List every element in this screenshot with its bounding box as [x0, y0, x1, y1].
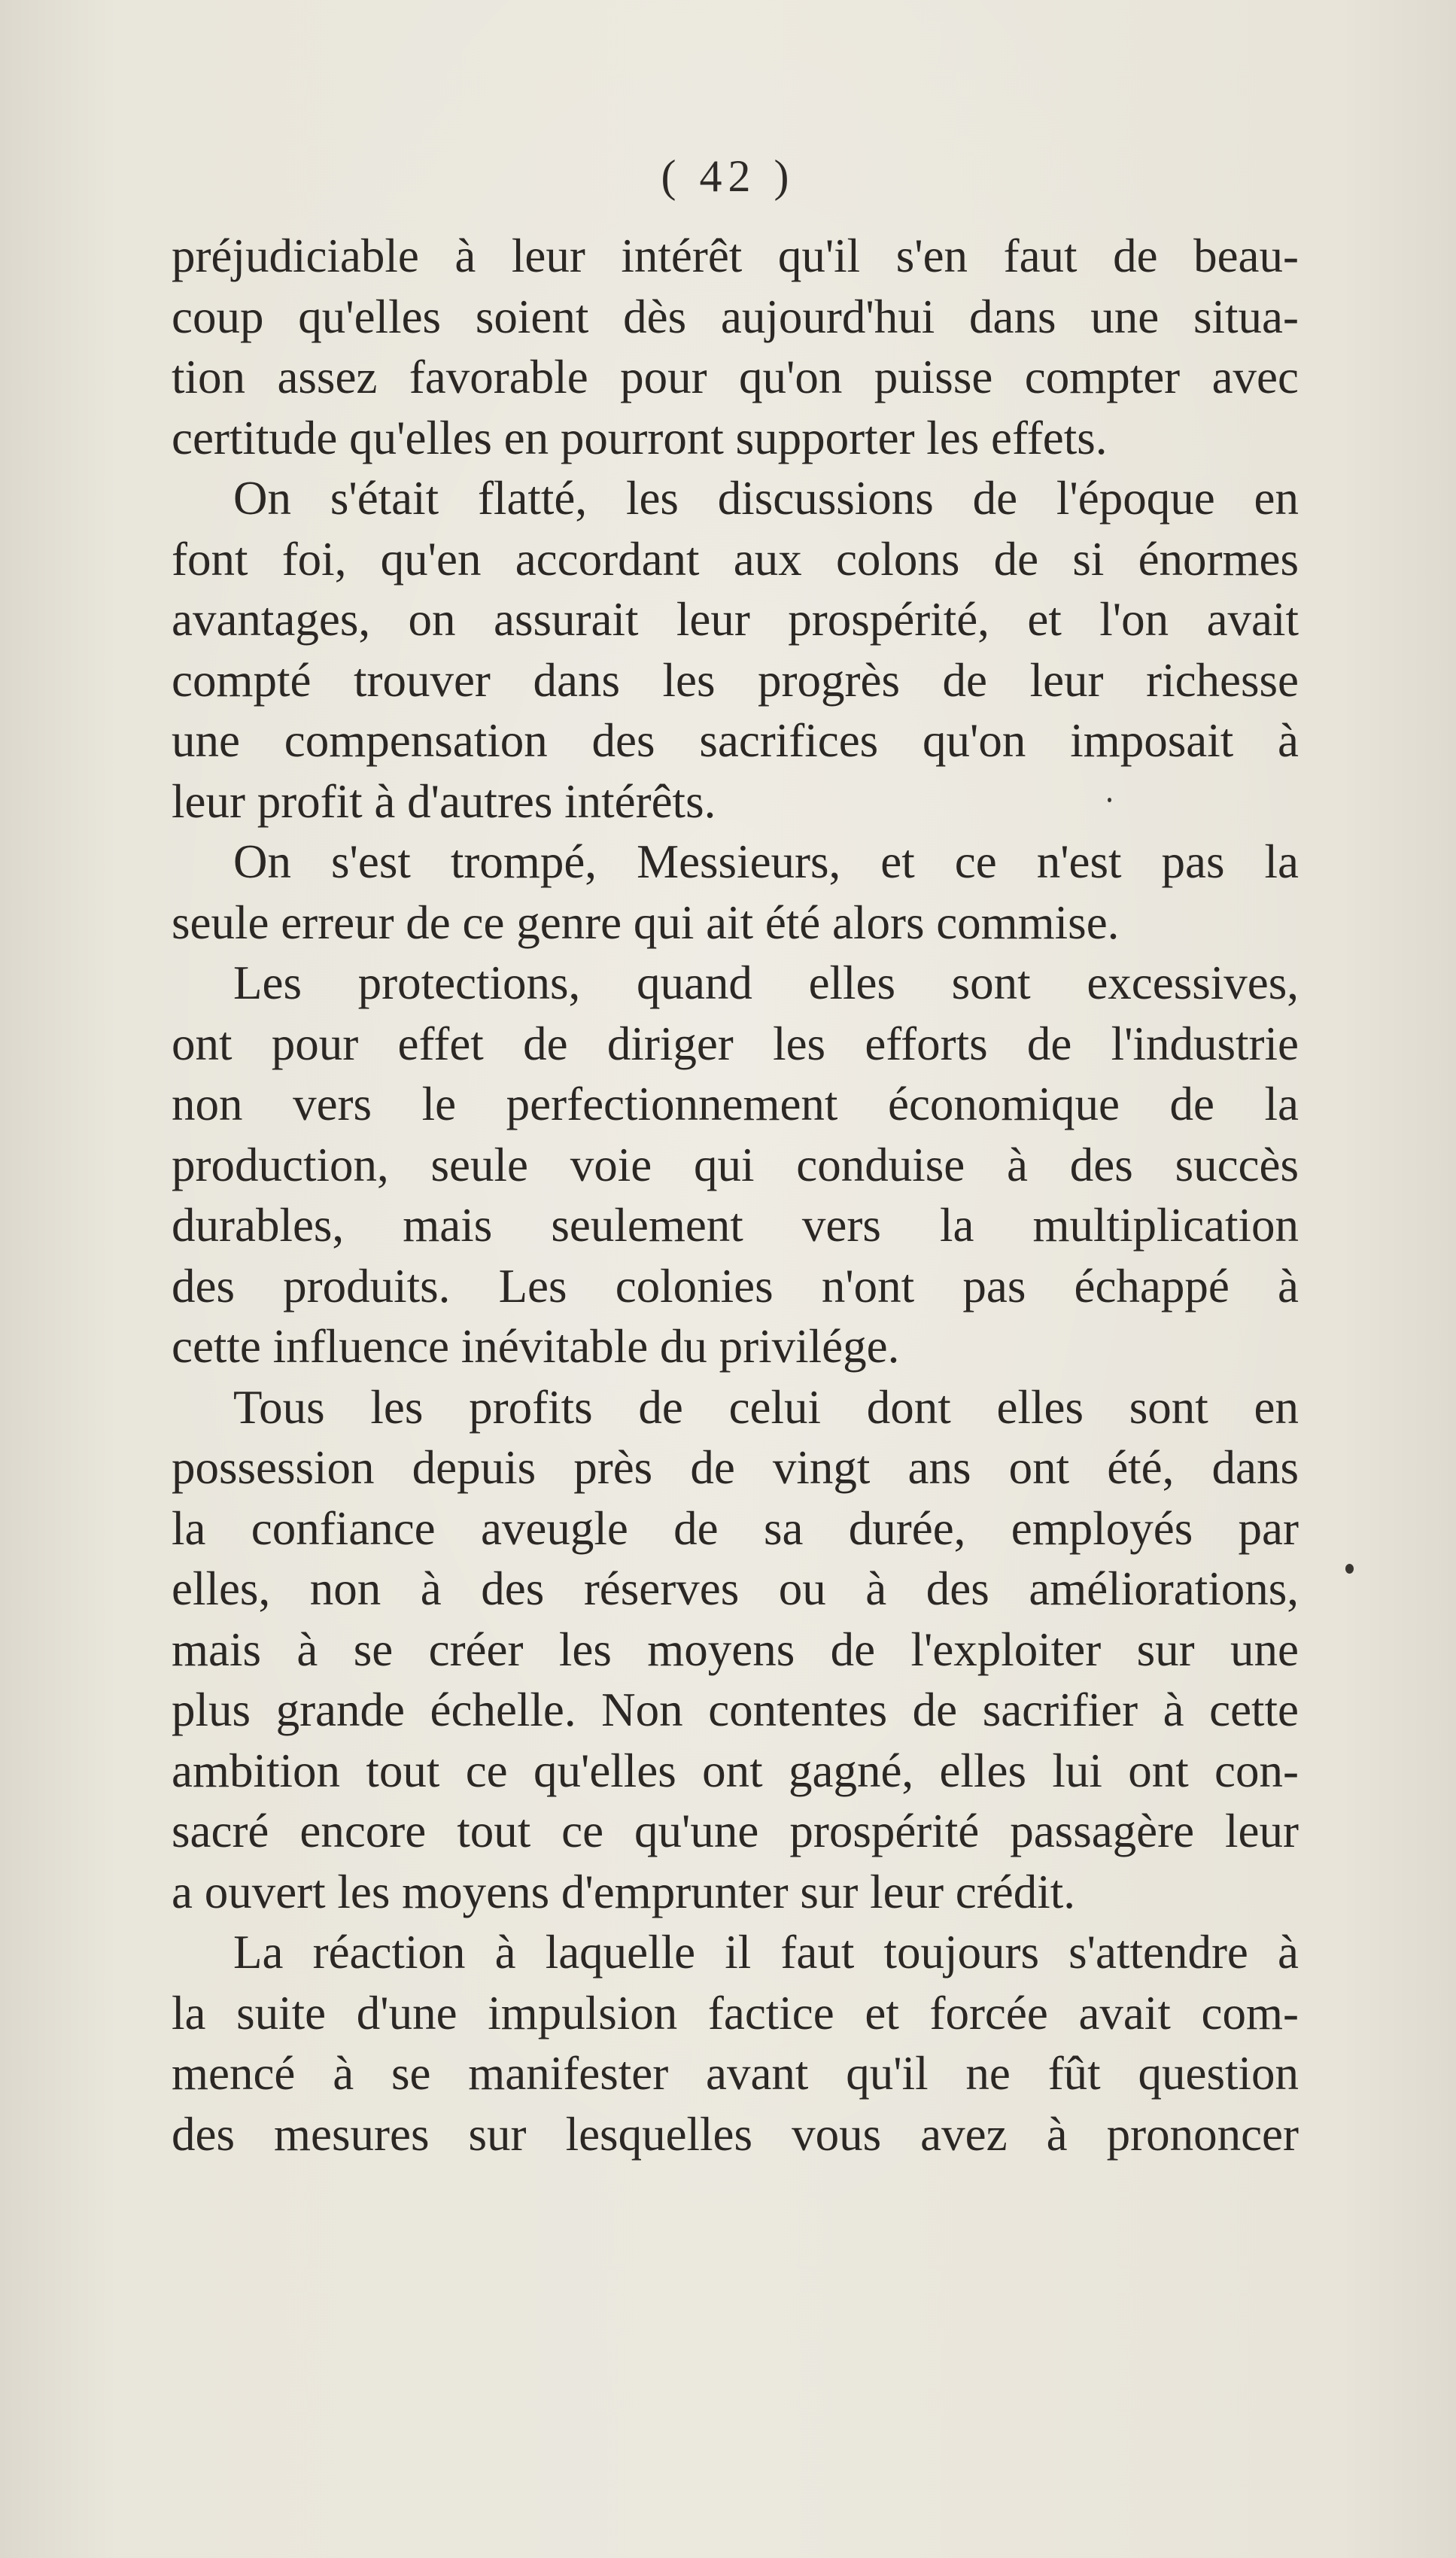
text-line: elles, non à des réserves ou à des améliorations,: [172, 1562, 1299, 1615]
text-line: mencé à se manifester avant qu'il ne fût question: [172, 2047, 1299, 2100]
body-text: [172, 226, 1299, 2164]
text-line: leur profit à d'autres intérêts.: [172, 774, 716, 828]
text-line: ont pour effet de diriger les efforts de l'industrie: [172, 1017, 1299, 1070]
text-line: ambition tout ce qu'elles ont gagné, elles lui ont con-: [172, 1744, 1299, 1797]
text-line: compté trouver dans les progrès de leur richesse: [172, 653, 1299, 707]
text-line: non vers le perfectionnement économique de la: [172, 1078, 1299, 1130]
text-line: des produits. Les colonies n'ont pas échappé à: [172, 1259, 1299, 1312]
text-line: possession depuis près de vingt ans ont été, dans: [172, 1441, 1299, 1494]
page-number: ( 42 ): [661, 151, 795, 201]
text-line: certitude qu'elles en pourront supporter les effets.: [172, 411, 1108, 464]
text-line: une compensation des sacrifices qu'on imposait à: [172, 714, 1299, 767]
text-line: Tous les profits de celui dont elles sont en: [233, 1380, 1299, 1434]
text-line: On s'est trompé, Messieurs, et ce n'est pas la: [233, 835, 1299, 888]
text-line: plus grande échelle. Non contentes de sacrifier à cette: [172, 1684, 1299, 1736]
text-line: a ouvert les moyens d'emprunter sur leur crédit.: [172, 1865, 1075, 1918]
text-line: avantages, on assurait leur prospérité, et l'on avait: [172, 593, 1299, 646]
text-line: On s'était flatté, les discussions de l'époque en: [233, 472, 1299, 525]
text-line: cette influence inévitable du privilége.: [172, 1320, 900, 1373]
text-line: durables, mais seulement vers la multiplication: [172, 1199, 1299, 1252]
text-line: production, seule voie qui conduise à des succès: [172, 1138, 1299, 1191]
text-line: seule erreur de ce genre qui ait été alors commise.: [172, 896, 1120, 949]
text-line: la confiance aveugle de sa durée, employés par: [172, 1501, 1299, 1555]
text-line: sacré encore tout ce qu'une prospérité passagère leur: [172, 1805, 1299, 1857]
text-line: tion assez favorable pour qu'on puisse compter avec: [172, 351, 1299, 403]
text-line: Les protections, quand elles sont excessives,: [233, 957, 1299, 1009]
text-line: coup qu'elles soient dès aujourd'hui dans une situa-: [172, 290, 1299, 343]
text-line: préjudiciable à leur intérêt qu'il s'en faut de beau-: [172, 230, 1299, 282]
text-line: des mesures sur lesquelles vous avez à prononcer: [172, 2107, 1299, 2161]
ink-speck: [1108, 798, 1111, 802]
ink-speck: [1345, 1564, 1354, 1574]
text-line: la suite d'une impulsion factice et forcée avait com-: [172, 1986, 1299, 2039]
text-line: La réaction à laquelle il faut toujours s'attendre à: [233, 1926, 1299, 1979]
text-line: font foi, qu'en accordant aux colons de si énormes: [172, 532, 1299, 586]
text-line: mais à se créer les moyens de l'exploiter sur une: [172, 1623, 1299, 1676]
